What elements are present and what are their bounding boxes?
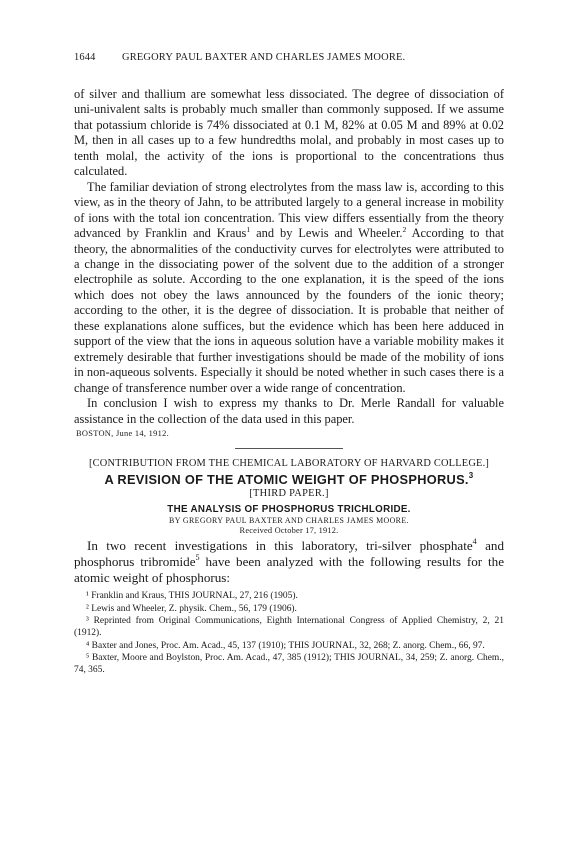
signature-place-date: BOSTON, June 14, 1912. [76, 428, 169, 438]
footnote-5: ⁵ Baxter, Moore and Boylston, Proc. Am. Acad., 47, 385 (1912); THIS JOURNAL, 34, 259; Z. anorg. Chem., 74, 365. [74, 652, 504, 676]
footnotes [74, 590, 504, 676]
footnote-ref-4: 4 [472, 537, 477, 547]
received-date: Received October 17, 1912. [239, 525, 339, 535]
footnote-4: ⁴ Baxter and Jones, Proc. Am. Acad., 45, 137 (1910); THIS JOURNAL, 32, 268; Z. anorg. Chem., 66, 97. [86, 640, 485, 651]
running-head: GREGORY PAUL BAXTER AND CHARLES JAMES MOORE. [122, 52, 406, 63]
footnote-2: ² Lewis and Wheeler, Z. physik. Chem., 56, 179 (1906). [86, 603, 297, 614]
journal-page [74, 52, 504, 676]
paragraph-continued: of silver and thallium are somewhat less dissociated. The degree of dissociation of uni-univalent salts is probably much smaller than commonly supposed. If we assume that potassium chloride is 74% dissociated at 0.1 M, 82% at 0.05 M and 89% at 0.02 M, then in all cases up to a few hundredths molal, and probably in most cases up to tenth molal, the activity of the ions is proportional to the concentrations thus calculated. [74, 87, 504, 179]
byline: BY GREGORY PAUL BAXTER AND CHARLES JAMES MOORE. [169, 515, 409, 525]
running-header [74, 52, 504, 68]
article-title: A REVISION OF THE ATOMIC WEIGHT OF PHOSPHORUS.$^3$ [104, 471, 474, 487]
paragraph-mass-law: The familiar deviation of strong electrolytes from the mass law is, according to this view, as in the theory of Jahn, to be attributed largely to a general increase in mobility of ions with the total ion concentration. This view differs essentially from the theory advanced by Franklin and Kraus$^1$ and by Lewis and Wheeler.$^2$ According to that theory, the abnormalities of the conductivity curves for electrolytes were attributed to a change in the dissociating power of the solvent due to the addition of a stronger electrophile as solute. According to the one explanation, it is the speed of the ions which does not obey the laws announced by the founders of the ionic theory; according to the other, it is the degree of dissociation. It is probable that neither of these explanations alone suffices, but the evidence which has been here adduced in support of the view that the ions in aqueous solution have a variable mobility makes it extremely desirable that further investigations should be made of the mobility of ions in non-aqueous solvents. Especially it should be noted whether in such cases there is a change of transference number over a wide range of concentration. [74, 179, 504, 395]
paragraph-acknowledgement: In conclusion I wish to express my thanks to Dr. Merle Randall for valuable assistance in the collection of the data used in this paper. [74, 396, 504, 426]
footnote-ref-1: 1 [246, 224, 251, 234]
footnote-3: ³ Reprinted from Original Communications, Eighth International Congress of Applied Chemistry, 2, 21 (1912). [74, 615, 504, 639]
paragraph-intro: In two recent investigations in this laboratory, tri-silver phosphate$^4$ and phosphorus tribromide$^5$ have been analyzed with the following results for the atomic weight of phosphorus: [74, 537, 505, 585]
contribution-line: [CONTRIBUTION FROM THE CHEMICAL LABORATORY OF HARVARD COLLEGE.] [88, 457, 490, 469]
footnote-ref-5: 5 [195, 553, 200, 563]
page-number: 1644 [74, 52, 96, 63]
paper-number: [THIRD PAPER.] [249, 487, 329, 499]
section-divider [235, 448, 343, 449]
footnote-ref-3: 3 [468, 471, 474, 481]
footnote-1: ¹ Franklin and Kraus, THIS JOURNAL, 27, 216 (1905). [86, 591, 298, 602]
analysis-heading: THE ANALYSIS OF PHOSPHORUS TRICHLORIDE. [167, 503, 411, 515]
footnote-ref-2: 2 [402, 224, 407, 234]
